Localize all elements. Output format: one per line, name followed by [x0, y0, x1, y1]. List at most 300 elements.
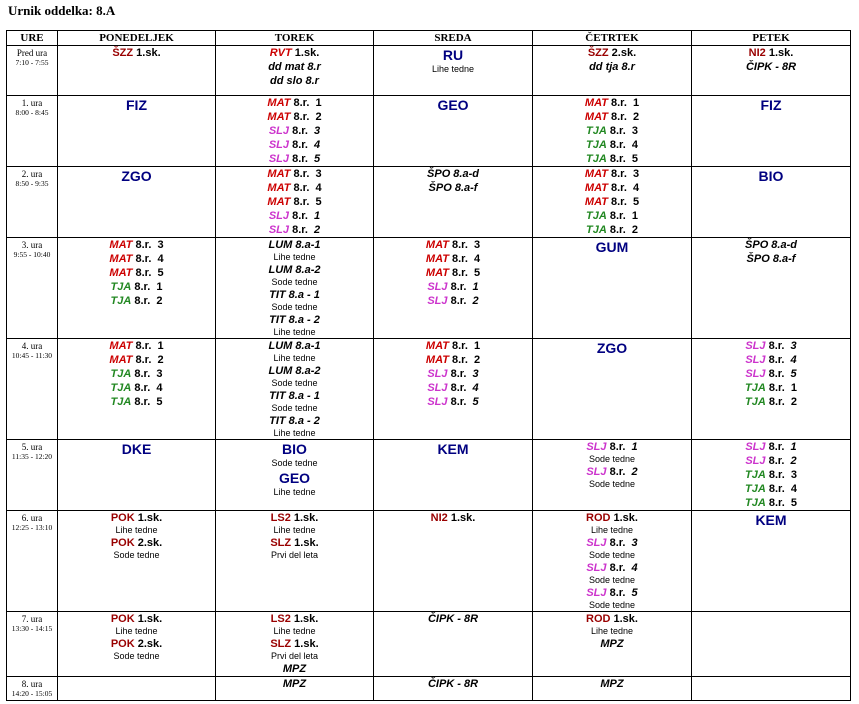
- week-note: Sode tedne: [271, 277, 318, 287]
- slot-label: 2. ura: [21, 169, 43, 179]
- group-label: 2.sk.: [608, 47, 637, 59]
- table-row: [7, 612, 851, 677]
- group-label: 8.r.: [606, 139, 626, 151]
- lesson-text: ŠPO 8.a-f: [746, 253, 796, 265]
- subject-code: MAT: [425, 267, 449, 279]
- group-index: 5: [310, 153, 321, 165]
- lesson-entry: [533, 152, 691, 166]
- group-label: 8.r.: [765, 497, 785, 509]
- lesson-entry: [216, 181, 373, 195]
- group-label: 8.r.: [765, 354, 785, 366]
- group-label: 8.r.: [132, 340, 152, 352]
- group-index: 1: [628, 210, 638, 222]
- subject-code: POK: [110, 537, 135, 549]
- lesson-cell: [374, 677, 533, 701]
- subject-code: LS2: [270, 512, 291, 524]
- lesson-entry: [374, 395, 532, 409]
- subject-code: NI2: [748, 47, 766, 59]
- group-index: 2: [153, 295, 163, 307]
- subject-code: SLJ: [586, 466, 607, 478]
- group-label: 8.r.: [765, 483, 785, 495]
- group-label: 1.sk.: [610, 613, 638, 625]
- lesson-entry: [533, 440, 691, 454]
- group-index: 5: [787, 497, 797, 509]
- subject-code: SLJ: [268, 139, 290, 151]
- subject-code: RVT: [269, 47, 292, 59]
- subject-code: MAT: [584, 97, 608, 109]
- lesson-cell: [58, 511, 216, 612]
- lesson-text: dd mat 8.r: [268, 61, 321, 73]
- subject-code: ŠZZ: [587, 47, 609, 59]
- lesson-text: TIT 8.a - 2: [269, 415, 320, 427]
- lesson-cell: [216, 677, 374, 701]
- subject-code: POK: [110, 638, 135, 650]
- group-label: 8.r.: [289, 153, 308, 165]
- timetable: [6, 30, 851, 701]
- lesson-entry: [58, 353, 215, 367]
- lesson-entry: [374, 266, 532, 280]
- lesson-text: LUM 8.a-1: [268, 239, 321, 251]
- group-index: 4: [310, 139, 321, 151]
- subject-code: TJA: [745, 497, 766, 509]
- lesson-entry: [216, 138, 373, 152]
- lesson-cell: [533, 677, 692, 701]
- lesson-text: ŠPO 8.a-d: [745, 239, 797, 251]
- group-label: 1.sk.: [291, 638, 319, 650]
- lesson-cell: [58, 46, 216, 96]
- subject-code: MAT: [425, 340, 449, 352]
- lesson-text: dd tja 8.r: [589, 61, 635, 73]
- subject-label: GUM: [595, 239, 629, 255]
- lesson-entry: [533, 586, 691, 600]
- group-label: 8.r.: [290, 168, 310, 180]
- lesson-entry: [533, 96, 691, 110]
- subject-code: MAT: [584, 182, 608, 194]
- group-label: 2.sk.: [134, 537, 163, 549]
- group-label: 8.r.: [606, 153, 626, 165]
- lesson-entry: [58, 381, 215, 395]
- group-label: 8.r.: [131, 295, 151, 307]
- subject-code: TJA: [745, 382, 766, 394]
- group-label: 8.r.: [448, 253, 468, 265]
- lesson-entry: [58, 536, 215, 550]
- lesson-cell: [58, 238, 216, 339]
- lesson-entry: [374, 238, 532, 252]
- lesson-entry: [374, 353, 532, 367]
- subject-code: SLJ: [586, 587, 607, 599]
- subject-code: SLJ: [586, 562, 607, 574]
- group-label: 1.sk.: [134, 512, 163, 524]
- lesson-entry: [58, 395, 215, 409]
- lesson-text: ČIPK - 8R: [427, 678, 479, 690]
- group-index: 1: [470, 340, 481, 352]
- lesson-entry: [216, 46, 373, 60]
- lesson-cell: [692, 96, 851, 167]
- lesson-entry: [533, 46, 691, 60]
- lesson-entry: [58, 280, 215, 294]
- lesson-cell: [216, 46, 374, 96]
- subject-code: TJA: [586, 139, 607, 151]
- lesson-entry: [58, 266, 215, 280]
- lesson-entry: [533, 612, 691, 626]
- lesson-entry: [533, 511, 691, 525]
- time-slot-cell: [7, 167, 58, 238]
- group-label: 8.r.: [448, 340, 468, 352]
- subject-code: TJA: [745, 396, 766, 408]
- group-label: 8.r.: [606, 224, 626, 236]
- lesson-entry: [58, 637, 215, 651]
- slot-time: 14:20 - 15:05: [11, 689, 53, 698]
- table-row: [7, 339, 851, 440]
- table-row: [7, 677, 851, 701]
- week-note: Lihe tedne: [273, 428, 316, 438]
- lesson-cell: [533, 440, 692, 511]
- group-label: 8.r.: [131, 368, 151, 380]
- header-torek: TOREK: [216, 31, 374, 46]
- subject-label: BIO: [758, 168, 784, 184]
- group-index: 5: [154, 267, 164, 279]
- group-label: 8.r.: [132, 267, 152, 279]
- subject-label: RU: [442, 47, 464, 63]
- lesson-text: MPZ: [600, 678, 624, 690]
- group-label: 8.r.: [765, 340, 785, 352]
- lesson-cell: [692, 339, 851, 440]
- subject-code: TJA: [586, 210, 607, 222]
- subject-code: MAT: [109, 354, 133, 366]
- lesson-entry: [692, 468, 850, 482]
- subject-label: GEO: [437, 97, 469, 113]
- group-label: 8.r.: [765, 441, 785, 453]
- subject-code: MAT: [109, 253, 133, 265]
- subject-code: SLJ: [427, 396, 448, 408]
- group-index: 4: [469, 382, 479, 394]
- lesson-cell: [692, 238, 851, 339]
- group-index: 5: [628, 153, 638, 165]
- lesson-entry: [692, 381, 850, 395]
- subject-code: TJA: [110, 295, 132, 307]
- group-index: 1: [787, 382, 797, 394]
- page-title: Urnik oddelka: 8.A: [8, 3, 116, 18]
- group-index: 3: [469, 368, 479, 380]
- lesson-entry: [374, 367, 532, 381]
- group-label: 8.r.: [765, 469, 785, 481]
- lesson-entry: [58, 238, 215, 252]
- group-index: 5: [470, 267, 481, 279]
- week-note: Lihe tedne: [590, 626, 634, 636]
- lesson-entry: [533, 124, 691, 138]
- lesson-cell: [533, 96, 692, 167]
- week-note: Sode tedne: [588, 600, 636, 610]
- lesson-cell: [216, 238, 374, 339]
- group-label: 8.r.: [447, 281, 467, 293]
- subject-code: SLJ: [745, 441, 766, 453]
- week-note: Lihe tedne: [273, 327, 316, 337]
- lesson-cell: [533, 511, 692, 612]
- subject-code: MAT: [584, 168, 608, 180]
- lesson-entry: [533, 536, 691, 550]
- slot-label: 7. ura: [21, 614, 43, 624]
- week-note: Sode tedne: [271, 403, 318, 413]
- subject-code: SLJ: [586, 441, 607, 453]
- group-index: 2: [629, 111, 640, 123]
- lesson-entry: [216, 511, 373, 525]
- group-label: 8.r.: [448, 239, 468, 251]
- group-label: 8.r.: [606, 587, 626, 599]
- group-index: 5: [312, 196, 322, 208]
- time-slot-cell: [7, 612, 58, 677]
- group-index: 3: [787, 469, 797, 481]
- subject-code: MAT: [584, 196, 608, 208]
- group-label: 8.r.: [289, 125, 308, 137]
- slot-label: Pred ura: [16, 48, 48, 58]
- lesson-entry: [692, 353, 850, 367]
- subject-code: SLJ: [268, 125, 290, 137]
- subject-code: MAT: [109, 239, 133, 251]
- slot-label: 1. ura: [21, 98, 43, 108]
- week-note: Sode tedne: [271, 378, 318, 388]
- subject-label: BIO: [282, 441, 307, 457]
- week-note: Sode tedne: [113, 651, 160, 661]
- subject-code: SLJ: [745, 354, 766, 366]
- lesson-entry: [692, 46, 850, 60]
- lesson-text: ŠPO 8.a-d: [427, 168, 479, 180]
- time-slot-cell: [7, 511, 58, 612]
- group-label: 8.r.: [131, 281, 151, 293]
- slot-label: 3. ura: [21, 240, 43, 250]
- subject-code: SLJ: [427, 382, 448, 394]
- time-slot-cell: [7, 440, 58, 511]
- slot-time: 9:55 - 10:40: [13, 250, 51, 259]
- week-note: Lihe tedne: [590, 525, 634, 535]
- subject-code: TJA: [110, 396, 132, 408]
- lesson-text: TIT 8.a - 1: [269, 390, 320, 402]
- lesson-entry: [533, 167, 691, 181]
- group-label: 8.r.: [607, 111, 627, 123]
- lesson-cell: [216, 167, 374, 238]
- week-note: Sode tedne: [588, 550, 636, 560]
- week-note: Lihe tedne: [431, 64, 475, 74]
- group-index: 4: [312, 182, 322, 194]
- lesson-entry: [692, 482, 850, 496]
- slot-time: 12:25 - 13:10: [11, 523, 53, 532]
- group-index: 2: [470, 354, 481, 366]
- group-index: 5: [153, 396, 163, 408]
- subject-code: NI2: [430, 512, 448, 524]
- group-index: 4: [628, 562, 638, 574]
- table-row: [7, 238, 851, 339]
- lesson-entry: [216, 167, 373, 181]
- group-label: 8.r.: [765, 382, 785, 394]
- lesson-entry: [533, 195, 691, 209]
- group-label: 8.r.: [289, 210, 308, 222]
- group-index: 4: [154, 253, 164, 265]
- lesson-entry: [533, 561, 691, 575]
- group-label: 8.r.: [606, 125, 626, 137]
- group-label: 1.sk.: [765, 47, 794, 59]
- group-index: 3: [312, 168, 322, 180]
- group-label: 8.r.: [447, 396, 467, 408]
- lesson-cell: [58, 167, 216, 238]
- subject-code: MAT: [425, 239, 449, 251]
- subject-label: KEM: [755, 512, 787, 528]
- subject-code: TJA: [586, 125, 607, 137]
- lesson-entry: [533, 181, 691, 195]
- week-note: Prvi del leta: [270, 550, 319, 560]
- subject-code: SLJ: [268, 224, 290, 236]
- week-note: Lihe tedne: [273, 525, 316, 535]
- lesson-entry: [692, 395, 850, 409]
- subject-code: MAT: [425, 354, 449, 366]
- week-note: Lihe tedne: [273, 626, 316, 636]
- lesson-cell: [692, 677, 851, 701]
- group-index: 4: [787, 483, 797, 495]
- lesson-entry: [58, 339, 215, 353]
- lesson-entry: [692, 496, 850, 510]
- group-index: 5: [628, 587, 638, 599]
- lesson-cell: [533, 238, 692, 339]
- header-sreda: SREDA: [374, 31, 533, 46]
- group-index: 5: [469, 396, 479, 408]
- group-index: 2: [787, 396, 797, 408]
- group-label: 8.r.: [606, 210, 626, 222]
- subject-code: SLZ: [270, 537, 292, 549]
- lesson-text: MPZ: [282, 678, 307, 690]
- lesson-cell: [374, 612, 533, 677]
- lesson-text: dd slo 8.r: [270, 75, 319, 87]
- lesson-cell: [216, 440, 374, 511]
- group-label: 8.r.: [289, 224, 308, 236]
- group-index: 4: [629, 182, 640, 194]
- time-slot-cell: [7, 96, 58, 167]
- subject-code: SLJ: [745, 340, 766, 352]
- group-label: 8.r.: [607, 168, 627, 180]
- header-row: [7, 31, 851, 46]
- lesson-entry: [533, 110, 691, 124]
- slot-label: 6. ura: [21, 513, 43, 523]
- subject-code: SLJ: [427, 295, 448, 307]
- group-label: 8.r.: [132, 239, 152, 251]
- subject-code: MAT: [109, 340, 133, 352]
- lesson-text: LUM 8.a-2: [268, 264, 321, 276]
- lesson-entry: [216, 536, 373, 550]
- group-label: 8.r.: [289, 139, 308, 151]
- group-label: 1.sk.: [290, 512, 319, 524]
- lesson-text: LUM 8.a-2: [268, 365, 321, 377]
- group-label: 1.sk.: [133, 47, 161, 59]
- subject-label: FIZ: [126, 97, 147, 113]
- lesson-cell: [533, 46, 692, 96]
- lesson-entry: [58, 252, 215, 266]
- header-ponedeljek: PONEDELJEK: [58, 31, 216, 46]
- lesson-cell: [692, 167, 851, 238]
- week-note: Sode tedne: [588, 479, 636, 489]
- subject-label: ZGO: [121, 168, 152, 184]
- group-label: 8.r.: [290, 111, 310, 123]
- group-label: 8.r.: [606, 466, 626, 478]
- week-note: Prvi del leta: [270, 651, 319, 661]
- group-label: 8.r.: [606, 562, 626, 574]
- slot-time: 11:35 - 12:20: [11, 452, 53, 461]
- subject-code: TJA: [586, 224, 607, 236]
- lesson-cell: [216, 511, 374, 612]
- subject-code: MAT: [584, 111, 608, 123]
- lesson-entry: [692, 339, 850, 353]
- group-index: 2: [787, 455, 797, 467]
- subject-code: TJA: [110, 382, 132, 394]
- group-index: 1: [469, 281, 479, 293]
- group-label: 8.r.: [447, 295, 467, 307]
- group-label: 8.r.: [765, 455, 785, 467]
- subject-code: SLJ: [745, 368, 766, 380]
- lesson-cell: [58, 677, 216, 701]
- group-index: 1: [153, 281, 163, 293]
- lesson-cell: [692, 46, 851, 96]
- group-label: 1.sk.: [134, 613, 163, 625]
- lesson-entry: [216, 195, 373, 209]
- group-index: 3: [154, 239, 164, 251]
- lesson-cell: [58, 612, 216, 677]
- group-index: 3: [629, 168, 640, 180]
- subject-code: SLJ: [745, 455, 766, 467]
- lesson-text: MPZ: [282, 663, 307, 675]
- lesson-entry: [58, 511, 215, 525]
- group-label: 8.r.: [132, 354, 152, 366]
- group-index: 4: [787, 354, 797, 366]
- header-petek: PETEK: [692, 31, 851, 46]
- group-label: 8.r.: [447, 368, 467, 380]
- group-label: 8.r.: [765, 368, 785, 380]
- lesson-entry: [692, 440, 850, 454]
- lesson-entry: [692, 367, 850, 381]
- lesson-cell: [692, 612, 851, 677]
- group-label: 8.r.: [290, 97, 310, 109]
- lesson-cell: [692, 511, 851, 612]
- group-index: 2: [469, 295, 479, 307]
- subject-label: GEO: [278, 470, 311, 486]
- table-row: [7, 96, 851, 167]
- subject-code: MAT: [267, 97, 291, 109]
- slot-label: 8. ura: [21, 679, 43, 689]
- week-note: Lihe tedne: [273, 252, 316, 262]
- subject-label: FIZ: [760, 97, 782, 113]
- group-label: 8.r.: [448, 267, 468, 279]
- slot-time: 8:50 - 9:35: [15, 179, 49, 188]
- group-index: 2: [154, 354, 164, 366]
- lesson-entry: [533, 223, 691, 237]
- week-note: Sode tedne: [271, 458, 318, 468]
- subject-code: SLZ: [270, 638, 292, 650]
- lesson-entry: [216, 110, 373, 124]
- subject-code: LS2: [270, 613, 291, 625]
- time-slot-cell: [7, 677, 58, 701]
- lesson-cell: [216, 96, 374, 167]
- lesson-cell: [374, 46, 533, 96]
- subject-code: TJA: [110, 281, 132, 293]
- subject-code: ROD: [586, 512, 611, 524]
- week-note: Sode tedne: [588, 575, 636, 585]
- slot-label: 5. ura: [21, 442, 43, 452]
- subject-code: TJA: [110, 368, 132, 380]
- lesson-entry: [58, 294, 215, 308]
- lesson-entry: [58, 612, 215, 626]
- subject-code: ŠZZ: [112, 47, 134, 59]
- lesson-text: TIT 8.a - 1: [269, 289, 320, 301]
- lesson-cell: [533, 339, 692, 440]
- lesson-entry: [374, 252, 532, 266]
- group-index: 2: [628, 466, 638, 478]
- subject-code: MAT: [109, 267, 133, 279]
- lesson-entry: [374, 294, 532, 308]
